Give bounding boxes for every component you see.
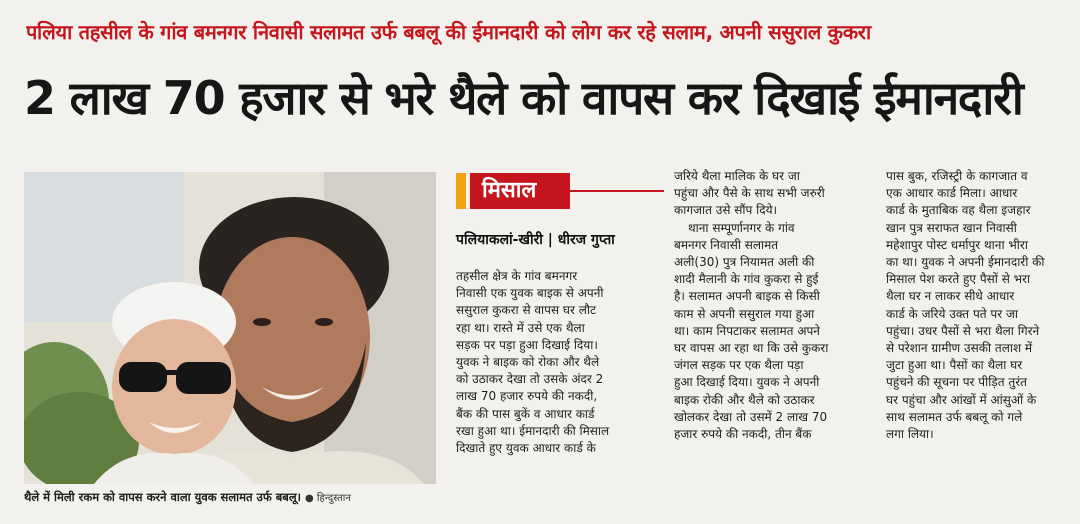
photo-caption-text: थैले में मिली रकम को वापस करने वाला युवक सलामत उर्फ बबलू। <box>24 490 301 504</box>
column-line: जरिये थैला मालिक के घर जा <box>674 169 800 183</box>
column-line: शादी मैलानी के गांव कुकरा से हुई <box>674 272 819 287</box>
photo-illustration <box>24 172 436 484</box>
column-line: रखा हुआ था। ईमानदारी की मिसाल <box>456 423 610 438</box>
article-column-3 <box>886 168 1080 443</box>
section-tag-accent-bar <box>456 173 466 209</box>
column-line: कागजात उसे सौंप दिये। <box>674 203 778 218</box>
column-line: एक आधार कार्ड मिला। आधार <box>886 186 1018 201</box>
column-line: दिखाते हुए युवक आधार कार्ड के <box>456 441 596 456</box>
column-line: खोलकर देखा तो उसमें 2 लाख 70 <box>674 409 828 424</box>
section-tag-label: मिसाल <box>470 173 570 209</box>
column-line: मिसाल पेश करते हुए पैसों से भरा <box>886 272 1031 287</box>
column-line: से परेशान ग्रामीण उसकी तलाश में <box>886 341 1033 356</box>
column-line: पहुंचा और पैसे के साथ सभी जरुरी <box>674 186 825 201</box>
column-line: पहुंचा। उधर पैसों से भरा थैला गिरने <box>886 323 1040 338</box>
column-line: बमनगर निवासी सलामत <box>674 237 779 252</box>
column-line: था। काम निपटाकर सलामत अपने <box>674 323 820 338</box>
column-line: जुटा हुआ था। पैसों का थैला घर <box>886 358 1023 373</box>
column-line: अली(30) पुत्र नियामत अली की <box>674 255 815 270</box>
photo-caption <box>24 490 436 505</box>
column-line: काम से अपनी ससुराल गया हुआ <box>674 306 815 321</box>
column-line: का था। युवक ने अपनी ईमानदारी की <box>886 255 1045 270</box>
column-line: ससुराल कुकरा से वापस घर लौट <box>456 303 597 318</box>
column-line: को उठाकर देखा तो उसके अंदर 2 <box>456 372 604 387</box>
article-subheadline: पलिया तहसील के गांव बमनगर निवासी सलामत उर्फ बबलू की ईमानदारी को लोग कर रहे सलाम, अपनी ससुराल कुकरा <box>26 20 871 44</box>
column-line: महेशापुर पोस्ट धर्मापुर थाना भीरा <box>886 237 1028 252</box>
column-line: हुआ दिखाई दिया। युवक ने अपनी <box>674 375 820 390</box>
column-line: सड़क पर पड़ा हुआ दिखाई दिया। <box>456 337 598 352</box>
column-line: है। सलामत अपनी बाइक से किसी <box>674 289 820 304</box>
article-photo <box>24 172 436 484</box>
column-line: लाख 70 हजार रुपये की नकदी, <box>456 389 598 404</box>
section-tag <box>456 173 664 209</box>
column-line: घर वापस आ रहा था कि उसे कुकरा <box>674 341 829 356</box>
column-line: बाइक रोकी और थैले को उठाकर <box>674 392 815 407</box>
column-line: जंगल सड़क पर एक थैला पड़ा <box>674 358 804 373</box>
column-line: थाना सम्पूर्णानगर के गांव <box>688 220 795 235</box>
column-line: पहुंचने की सूचना पर पीड़ित तुरंत <box>886 375 1027 390</box>
section-tag-rule <box>570 190 664 192</box>
column-line: साथ सलामत उर्फ बबलू को गले <box>886 409 1023 424</box>
column-line: निवासी एक युवक बाइक से अपनी <box>456 286 604 301</box>
column-line: पास बुक, रजिस्ट्री के कागजात व <box>886 169 1028 183</box>
article-column-2 <box>674 168 874 443</box>
column-line: लगा लिया। <box>886 427 934 442</box>
photo-credit: ● हिन्दुस्तान <box>305 493 351 504</box>
column-line: कार्ड के मुताबिक वह थैला इजहार <box>886 203 1031 218</box>
article-column-1 <box>456 268 668 457</box>
column-line: युवक ने बाइक को रोका और थैले <box>456 355 600 370</box>
column-line: रहा था। रास्ते में उसे एक थैला <box>456 320 585 335</box>
article-byline: पलियाकलां-खीरी | धीरज गुप्ता <box>456 232 615 248</box>
column-line: कार्ड के जरिये उक्त पते पर जा <box>886 306 1018 321</box>
article-headline: 2 लाख 70 हजार से भरे थैले को वापस कर दिखाई ईमानदारी <box>24 71 1023 125</box>
column-line: घर पहुंचा और आंखों में आंसुओं के <box>886 392 1037 407</box>
column-line: तहसील क्षेत्र के गांव बमनगर <box>456 269 578 283</box>
column-line: हजार रुपये की नकदी, तीन बैंक <box>674 427 812 442</box>
column-line: थैला घर न लाकर सीधे आधार <box>886 289 1015 304</box>
column-line: बैंक की पास बुकें व आधार कार्ड <box>456 406 595 421</box>
column-line: खान पुत्र सराफत खान निवासी <box>886 220 1017 235</box>
